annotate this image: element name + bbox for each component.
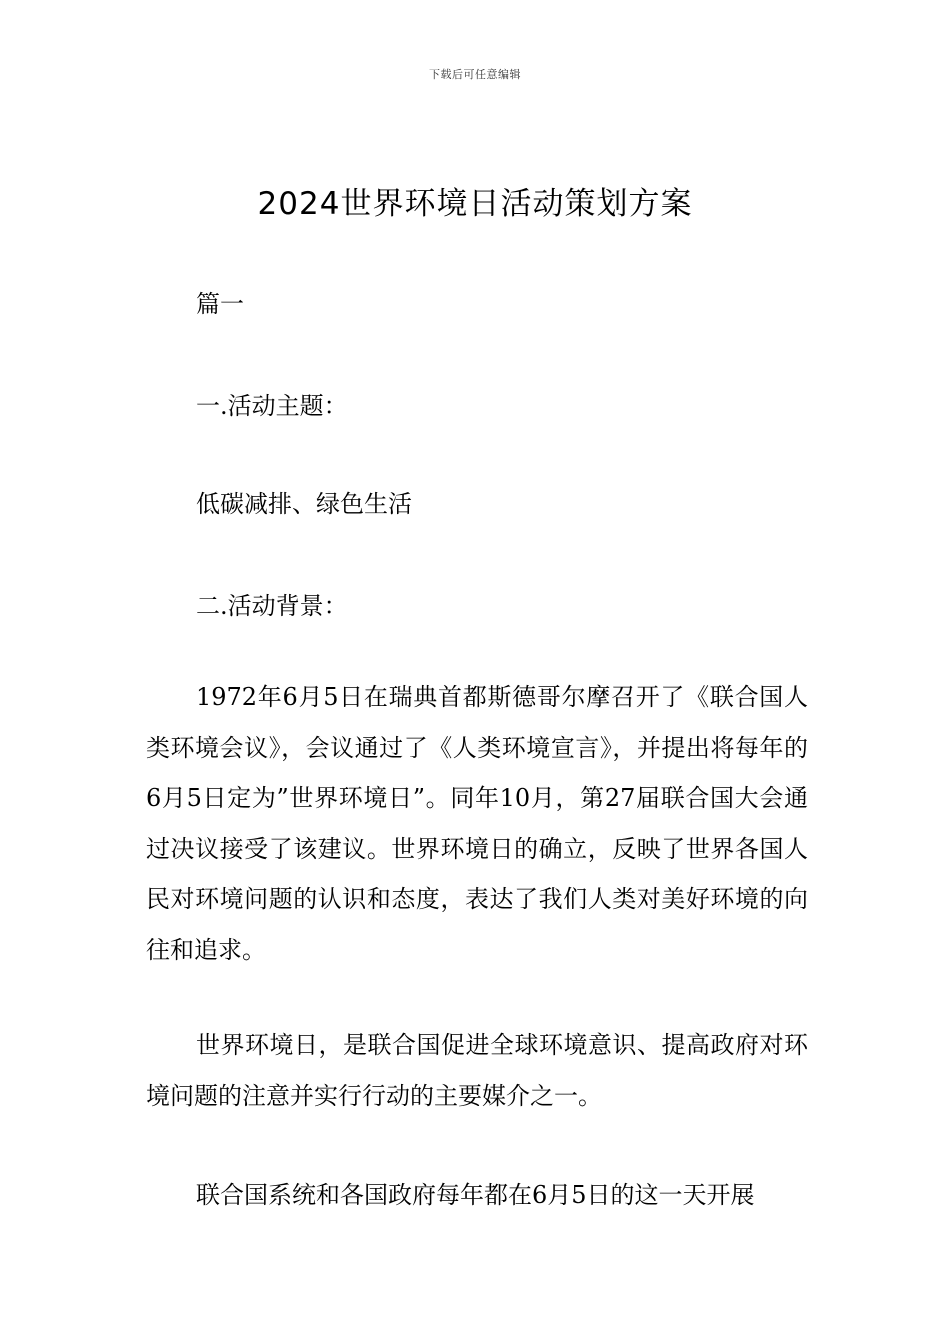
background-paragraph-2: 世界环境日，是联合国促进全球环境意识、提高政府对环境问题的注意并实行行动的主要媒介之一。 bbox=[146, 1031, 808, 1110]
document-title: 2024世界环境日活动策划方案 bbox=[257, 186, 693, 222]
section-heading-theme: 一.活动主题： bbox=[196, 392, 348, 420]
section-heading-background: 二.活动背景： bbox=[196, 592, 348, 620]
part-label: 篇一 bbox=[196, 290, 244, 318]
background-paragraph-1: 1972年6月5日在瑞典首都斯德哥尔摩召开了《联合国人类环境会议》，会议通过了《人类环境宣言》，并提出将每年的6月5日定为”世界环境日”。同年10月，第27届联合国大会通过决议接受了该建议。世界环境日的确立，反映了世界各国人民对环境问题的认识和态度，表达了我们人类对美好环境的向往和追求。 bbox=[146, 683, 808, 964]
theme-text: 低碳减排、绿色生活 bbox=[196, 490, 412, 518]
header-note: 下载后可任意编辑 bbox=[429, 68, 521, 81]
background-paragraph-3: 联合国系统和各国政府每年都在6月5日的这一天开展 bbox=[196, 1181, 755, 1209]
